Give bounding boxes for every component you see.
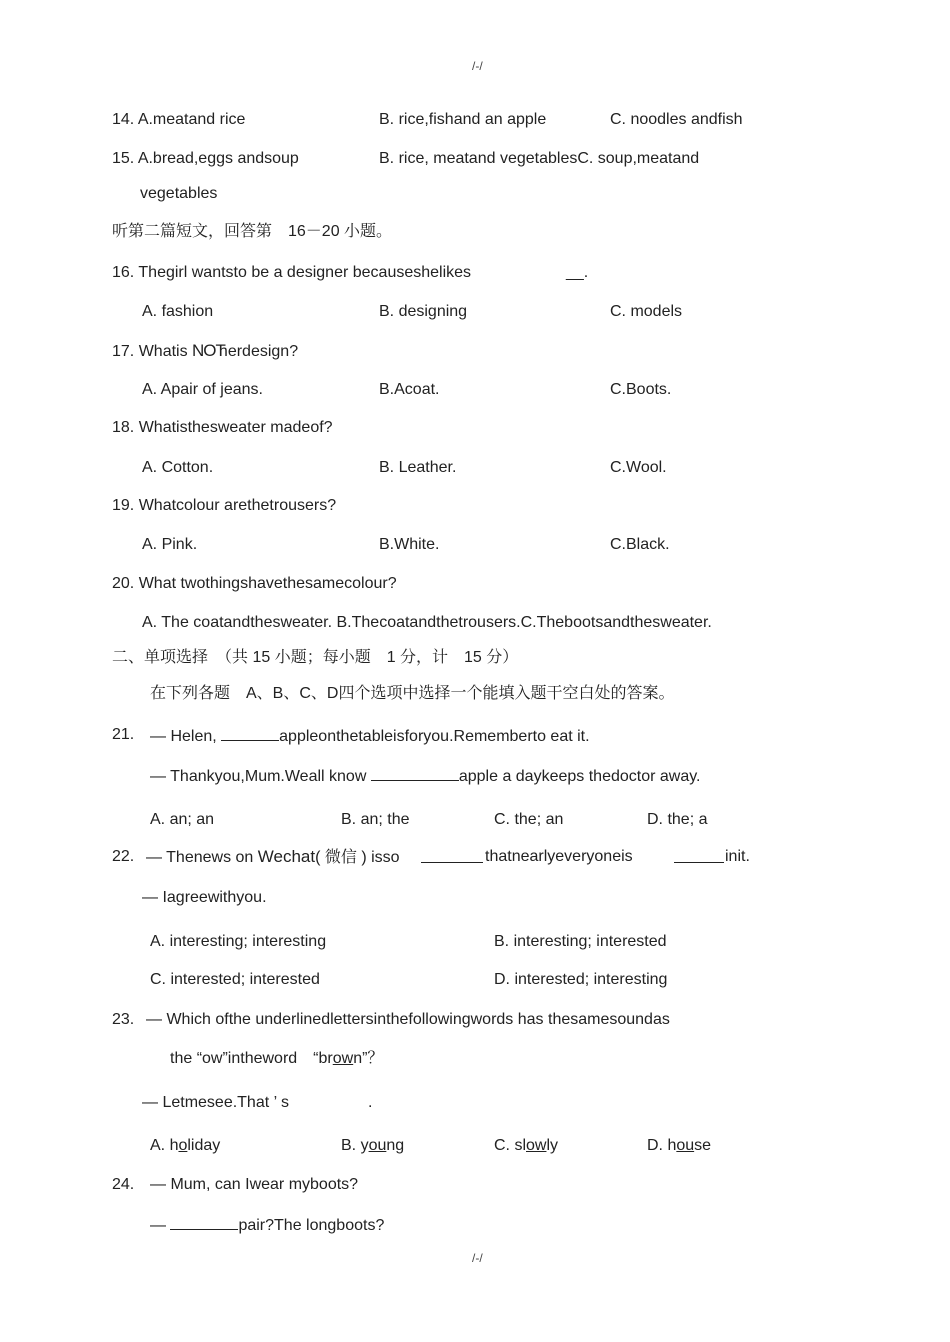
q15-number-option-a <box>112 149 299 169</box>
q22-line-1-start <box>146 847 400 868</box>
q21-option-d: D. the; a <box>647 811 708 828</box>
q15-option-a: A.bread,eggs andsoup <box>137 150 299 167</box>
q17-question-start: 17. Whatis <box>112 343 193 360</box>
q18-option-b: B. Leather. <box>379 459 457 476</box>
q23-option-d <box>647 1136 711 1156</box>
q22-option-d: D. interested; interesting <box>494 971 668 988</box>
q21-line-1-start: — Helen, <box>150 728 217 745</box>
q19-option-b: B.White. <box>379 536 440 553</box>
q21-option-c: C. the; an <box>494 811 564 828</box>
q17-option-c: C.Boots. <box>610 381 672 398</box>
section-2-title: 二、单项选择 （共 15 小题；每小题 1 分，计 15 分） <box>112 649 519 666</box>
q23-line-2-end: n”？ <box>353 1050 384 1067</box>
q23-option-b <box>341 1136 404 1156</box>
q23-underlined-ow: ow <box>332 1050 354 1067</box>
q23-option-d-underlined: ou <box>676 1137 695 1154</box>
q15-option-c-continued: vegetables <box>140 185 218 202</box>
q24-dash: — <box>150 1217 166 1234</box>
q23-option-b-post: ng <box>386 1137 405 1154</box>
q18-option-a: A. Cotton. <box>142 459 214 476</box>
q23-line-3-start: — Letmesee.That ’ s <box>142 1094 290 1111</box>
q23-option-c-pre: C. sl <box>494 1137 526 1154</box>
q14-number: 14. <box>112 111 135 128</box>
q22-option-a: A. interesting; interesting <box>150 933 327 950</box>
q15-number: 15. <box>112 150 135 167</box>
q15-option-b-c: B. rice, meatand vegetablesC. soup,meatand <box>379 150 700 167</box>
q22-number: 22. <box>112 848 135 865</box>
q23-option-b-pre: B. y <box>341 1137 369 1154</box>
q23-line-2 <box>170 1049 383 1069</box>
q19-option-a: A. Pink. <box>142 536 198 553</box>
q23-option-a-pre: A. h <box>150 1137 179 1154</box>
q22-wechat: Wechat <box>257 847 316 866</box>
q14-option-a: A.meatand rice <box>137 111 246 128</box>
q24-line-2 <box>150 1214 384 1236</box>
page-footer: /-/ <box>472 1251 483 1265</box>
q22-wechat-paren: ( 微信 ) isso <box>315 849 400 866</box>
q17-question <box>112 341 298 362</box>
q20-question: 20. What twothingshavethesamecolour? <box>112 575 397 592</box>
q19-option-c: C.Black. <box>610 536 670 553</box>
q22-option-b: B. interesting; interested <box>494 933 667 950</box>
q22-option-c: C. interested; interested <box>150 971 320 988</box>
q16-option-c: C. models <box>610 303 683 320</box>
q18-question: 18. Whatisthesweater madeof? <box>112 419 333 436</box>
q23-line-3-end: . <box>368 1094 373 1111</box>
q23-option-d-pre: D. h <box>647 1137 677 1154</box>
q23-line-1: — Which ofthe underlinedlettersinthefollowingwords has thesamesoundas <box>146 1011 670 1028</box>
q21-blank-1 <box>221 725 279 741</box>
q21-blank-2 <box>371 765 459 781</box>
q23-line-2-start: the “ow”intheword “br <box>170 1050 333 1067</box>
q22-line-1-text: — Thenews on <box>146 849 258 866</box>
q24-line-2-end: pair?The longboots? <box>238 1217 385 1234</box>
q22-line-1-middle: thatnearlyeveryoneis <box>485 848 633 865</box>
q21-option-a: A. an; an <box>150 811 215 828</box>
q14-option-c: C. noodles andfish <box>610 111 743 128</box>
q21-line-1-end: appleonthetableisforyou.Rememberto eat it. <box>279 728 590 745</box>
q19-question: 19. Whatcolour arethetrousers? <box>112 497 337 514</box>
q23-option-c <box>494 1136 558 1156</box>
q17-option-b: B.Acoat. <box>379 381 440 398</box>
q23-option-a <box>150 1136 220 1156</box>
q23-option-b-underlined: ou <box>368 1137 387 1154</box>
q22-line-1-end: init. <box>725 848 750 865</box>
q16-option-a: A. fashion <box>142 303 214 320</box>
q23-option-c-underlined: ow <box>526 1137 547 1154</box>
q24-blank <box>170 1214 238 1230</box>
q21-line-1 <box>150 725 590 747</box>
q23-number: 23. <box>112 1011 135 1028</box>
q23-option-a-post: liday <box>187 1137 221 1154</box>
q20-options: A. The coatandthesweater. B.Thecoatandthetrousers.C.Thebootsandthesweater. <box>142 614 712 631</box>
q17-not-emphasis: NOT <box>192 341 225 360</box>
q16-blank: __. <box>566 264 589 281</box>
q21-number: 21. <box>112 726 135 743</box>
q16-question: 16. Thegirl wantsto be a designer becauseshelikes <box>112 264 472 281</box>
q16-option-b: B. designing <box>379 303 468 320</box>
q21-line-2-start: — Thankyou,Mum.Weall know <box>150 768 367 785</box>
q21-line-2 <box>150 765 700 787</box>
q22-blank-1 <box>421 847 483 863</box>
section-2-instruction: 在下列各题 A、B、C、D四个选项中选择一个能填入题干空白处的答案。 <box>150 685 675 702</box>
q14-option-b: B. rice,fishand an apple <box>379 111 547 128</box>
q24-number: 24. <box>112 1176 135 1193</box>
q23-option-c-post: ly <box>546 1137 559 1154</box>
q23-option-d-post: se <box>694 1137 712 1154</box>
q24-line-1: — Mum, can Iwear myboots? <box>150 1176 359 1193</box>
q17-option-a: A. Apair of jeans. <box>142 381 263 398</box>
q22-blank-2 <box>674 847 724 863</box>
q17-question-end: herdesign? <box>218 343 299 360</box>
q14-number-option-a <box>112 110 245 130</box>
page-header: /-/ <box>472 59 483 73</box>
listening-section-instruction: 听第二篇短文，回答第 16－20 小题。 <box>112 223 393 240</box>
q21-line-2-end: apple a daykeeps thedoctor away. <box>458 768 701 785</box>
q21-option-b: B. an; the <box>341 811 410 828</box>
q23-option-a-underlined: o <box>178 1137 188 1154</box>
q22-line-2: — Iagreewithyou. <box>142 889 267 906</box>
q18-option-c: C.Wool. <box>610 459 667 476</box>
